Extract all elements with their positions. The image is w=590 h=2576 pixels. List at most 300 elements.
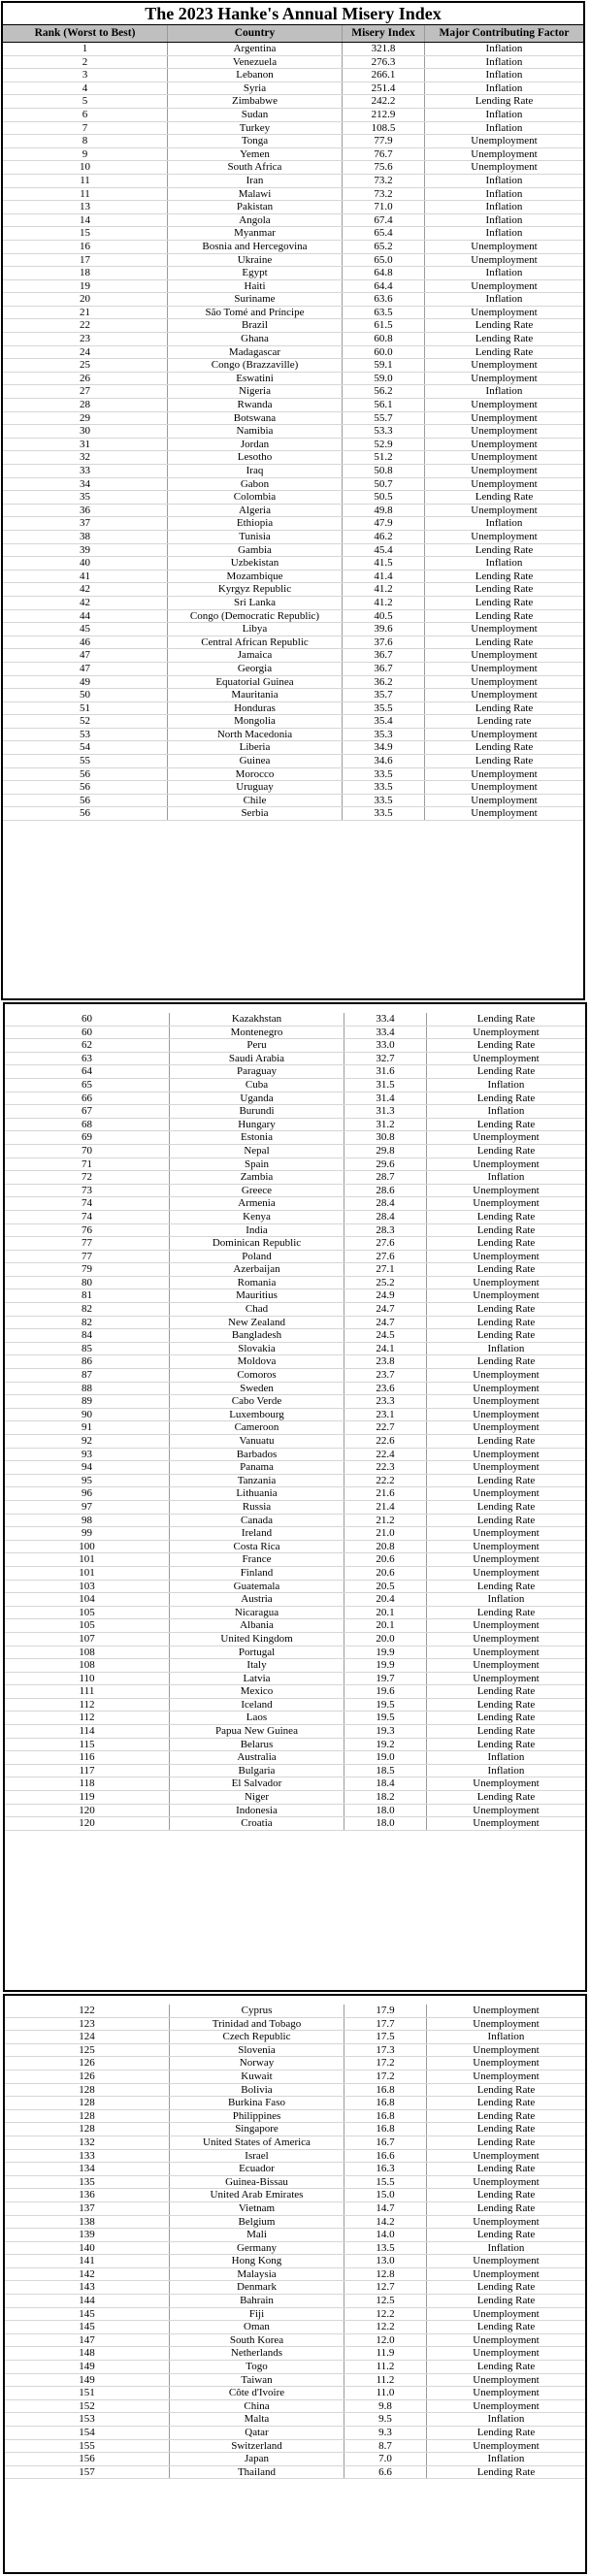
factor-cell: Lending Rate [475,583,534,596]
misery-index-cell: 19.7 [344,1673,427,1685]
country-cell: India [170,1224,344,1237]
rank-cell: 51 [3,702,168,715]
table-row [3,505,583,518]
country-cell: Tonga [168,135,343,147]
rank-cell: 96 [5,1487,170,1500]
misery-index-cell: 27.6 [344,1251,427,1263]
misery-index-cell: 20.6 [344,1553,427,1566]
country-cell: Nigeria [168,385,343,398]
factor-cell: Inflation [485,108,523,120]
misery-index-cell: 59.1 [343,359,425,372]
misery-index-cell: 9.3 [344,2427,427,2439]
factor-cell: Lending Rate [476,2281,536,2294]
rank-cell: 84 [5,1329,170,1342]
rank-cell: 120 [5,1805,170,1817]
table-title: The 2023 Hanke's Annual Misery Index [3,3,583,25]
misery-index-cell: 15.0 [344,2189,427,2201]
factor-cell: Inflation [487,2453,525,2465]
rank-cell: 74 [5,1197,170,1210]
country-cell: Lesotho [168,451,343,464]
factor-cell: Unemployment [473,2307,540,2320]
table-row [5,2071,585,2084]
factor-cell: Unemployment [473,1619,540,1632]
misery-index-cell: 65.4 [343,227,425,240]
misery-index-cell: 50.7 [343,478,425,491]
table-segment-2 [3,1002,587,1992]
factor-cell: Inflation [487,2031,525,2043]
country-cell: New Zealand [170,1317,344,1329]
table-row [3,346,583,360]
factor-cell: Unemployment [471,649,538,662]
misery-index-cell: 18.0 [344,1817,427,1830]
misery-index-cell: 20.5 [344,1581,427,1593]
country-cell: Norway [170,2057,344,2070]
rank-cell: 93 [5,1449,170,1461]
rank-cell: 101 [5,1553,170,1566]
factor-cell: Unemployment [471,306,538,318]
rank-cell: 128 [5,2110,170,2123]
country-cell: Zimbabwe [168,95,343,108]
factor-cell: Unemployment [473,2439,540,2452]
rank-cell: 114 [5,1725,170,1738]
factor-cell: Inflation [487,2413,525,2426]
misery-index-cell: 11.0 [344,2387,427,2399]
factor-cell: Unemployment [473,1395,540,1408]
misery-index-cell: 19.0 [344,1751,427,1764]
rank-cell: 82 [5,1303,170,1316]
factor-cell: Lending Rate [476,1685,536,1698]
table-row [5,2453,585,2466]
rank-cell: 53 [3,729,168,741]
table-row [3,56,583,70]
table-row [3,333,583,346]
factor-cell: Inflation [485,69,523,82]
factor-cell: Unemployment [471,451,538,464]
country-cell: Egypt [168,267,343,279]
factor-cell: Inflation [485,293,523,306]
country-cell: Comoros [170,1369,344,1382]
misery-index-cell: 11.2 [344,2361,427,2373]
misery-index-cell: 108.5 [343,122,425,135]
factor-cell: Unemployment [471,240,538,252]
rank-cell: 9 [3,148,168,161]
table-row [5,1131,585,1145]
rank-cell: 132 [5,2136,170,2149]
misery-index-cell: 37.6 [343,636,425,649]
country-cell: Poland [170,1251,344,1263]
table-row [5,2295,585,2308]
misery-index-cell: 34.9 [343,741,425,754]
misery-index-cell: 321.8 [343,43,425,55]
table-row [5,1581,585,1594]
country-cell: Colombia [168,491,343,504]
country-cell: Ireland [170,1527,344,1540]
misery-index-cell: 56.2 [343,385,425,398]
factor-cell: Unemployment [473,1487,540,1500]
misery-index-cell: 21.6 [344,1487,427,1500]
table-row [5,1158,585,1172]
table-row [5,1197,585,1211]
misery-index-cell: 13.5 [344,2242,427,2255]
factor-cell: Unemployment [473,2215,540,2228]
table-row [3,649,583,663]
rank-cell: 124 [5,2031,170,2043]
rank-cell: 144 [5,2295,170,2307]
rank-cell: 55 [3,755,168,767]
rank-cell: 108 [5,1659,170,1672]
misery-index-cell: 33.0 [344,1039,427,1052]
rank-cell: 47 [3,649,168,662]
rank-cell: 60 [5,1013,170,1026]
misery-index-cell: 47.9 [343,517,425,530]
country-cell: Bulgaria [170,1765,344,1777]
misery-index-cell: 20.6 [344,1567,427,1580]
factor-cell: Unemployment [473,2005,540,2016]
misery-index-cell: 34.6 [343,755,425,767]
table-row [5,1224,585,1238]
table-row [5,1039,585,1053]
country-cell: Serbia [168,807,343,820]
factor-cell: Lending Rate [476,2201,536,2214]
rank-cell: 97 [5,1501,170,1514]
rank-cell: 134 [5,2163,170,2175]
country-cell: Barbados [170,1449,344,1461]
misery-index-cell: 17.3 [344,2044,427,2057]
misery-index-cell: 29.6 [344,1158,427,1171]
rank-cell: 100 [5,1541,170,1553]
table-row [5,2308,585,2322]
country-cell: Uzbekistan [168,557,343,570]
table-row [5,1105,585,1119]
factor-cell: Unemployment [471,147,538,160]
country-cell: Gambia [168,544,343,557]
table-row [5,1765,585,1778]
factor-cell: Unemployment [473,1026,540,1038]
misery-index-cell: 33.5 [343,795,425,807]
rank-cell: 29 [3,412,168,425]
country-cell: France [170,1553,344,1566]
factor-cell: Unemployment [471,161,538,174]
country-cell: Morocco [168,768,343,781]
country-cell: Cyprus [170,2005,344,2017]
factor-cell: Unemployment [473,1659,540,1672]
table-row [3,399,583,412]
misery-index-cell: 35.7 [343,689,425,701]
factor-cell: Unemployment [473,1408,540,1420]
factor-cell: Lending Rate [475,609,534,622]
table-row [5,1421,585,1435]
misery-index-cell: 28.6 [344,1185,427,1197]
misery-index-cell: 16.8 [344,2110,427,2123]
country-cell: Guinea [168,755,343,767]
rank-cell: 7 [3,122,168,135]
factor-cell: Lending Rate [476,1263,536,1276]
rank-cell: 128 [5,2097,170,2109]
rank-cell: 116 [5,1751,170,1764]
factor-cell: Inflation [487,1342,525,1354]
rank-cell: 21 [3,307,168,319]
country-cell: United Arab Emirates [170,2189,344,2201]
country-cell: Equatorial Guinea [168,676,343,689]
country-cell: Suriname [168,293,343,306]
rank-cell: 152 [5,2400,170,2413]
misery-index-cell: 76.7 [343,148,425,161]
misery-index-cell: 276.3 [343,56,425,69]
country-cell: Yemen [168,148,343,161]
country-cell: Finland [170,1567,344,1580]
table-row [5,2374,585,2388]
factor-cell: Unemployment [471,279,538,292]
misery-index-cell: 27.6 [344,1237,427,1250]
rank-cell: 145 [5,2308,170,2321]
misery-index-cell: 19.6 [344,1685,427,1698]
rank-cell: 56 [3,795,168,807]
rank-cell: 92 [5,1435,170,1448]
country-cell: Russia [170,1501,344,1514]
table-row [3,597,583,610]
rank-cell: 69 [5,1131,170,1144]
factor-cell: Unemployment [473,1158,540,1170]
rank-cell: 62 [5,1039,170,1052]
misery-index-cell: 14.2 [344,2216,427,2229]
rank-cell: 77 [5,1237,170,1250]
rank-cell: 36 [3,505,168,517]
table-row [5,2123,585,2136]
country-cell: Germany [170,2242,344,2255]
table-row [5,1487,585,1501]
country-cell: Qatar [170,2427,344,2439]
country-cell: Israel [170,2150,344,2163]
country-cell: Saudi Arabia [170,1053,344,1065]
factor-cell: Unemployment [473,1421,540,1434]
table-row [5,1027,585,1040]
rank-cell: 137 [5,2202,170,2215]
table-row [5,1567,585,1581]
table-row [5,1343,585,1356]
country-cell: Uganda [170,1092,344,1105]
table-row [5,1013,585,1027]
rank-cell: 67 [5,1105,170,1118]
rank-cell: 41 [3,571,168,583]
country-cell: Italy [170,1659,344,1672]
country-cell: Vanuatu [170,1435,344,1448]
country-cell: Jamaica [168,649,343,662]
rank-cell: 90 [5,1409,170,1421]
table-row [3,385,583,399]
country-cell: Bangladesh [170,1329,344,1342]
misery-index-cell: 63.5 [343,307,425,319]
torn-edge [5,1996,585,2005]
misery-index-cell: 22.6 [344,1435,427,1448]
rank-cell: 85 [5,1343,170,1355]
rank-cell: 76 [5,1224,170,1237]
misery-index-cell: 60.8 [343,333,425,345]
factor-cell: Inflation [485,187,523,200]
rank-cell: 44 [3,610,168,623]
country-cell: Philippines [170,2110,344,2123]
misery-index-cell: 22.3 [344,1461,427,1474]
rank-cell: 105 [5,1607,170,1619]
country-cell: Mongolia [168,715,343,728]
rank-cell: 111 [5,1685,170,1698]
factor-cell: Lending Rate [475,596,534,608]
table-row [5,2110,585,2124]
country-cell: Burundi [170,1105,344,1118]
table-row [5,1725,585,1739]
table-row [3,319,583,333]
rank-cell: 94 [5,1461,170,1474]
table-row [5,2005,585,2018]
misery-index-cell: 41.5 [343,557,425,570]
misery-index-cell: 33.5 [343,781,425,794]
factor-cell: Lending Rate [475,491,534,504]
rank-cell: 87 [5,1369,170,1382]
factor-cell: Lending Rate [476,2321,536,2333]
table-row [5,2440,585,2454]
table-row [5,2176,585,2190]
table-row [5,1289,585,1303]
factor-cell: Lending Rate [476,1039,536,1052]
country-cell: Slovakia [170,1343,344,1355]
factor-cell: Inflation [485,201,523,213]
country-cell: Croatia [170,1817,344,1830]
factor-cell: Unemployment [473,1276,540,1288]
misery-index-cell: 21.2 [344,1515,427,1527]
country-cell: Nepal [170,1145,344,1158]
rank-cell: 73 [5,1185,170,1197]
country-cell: Montenegro [170,1027,344,1039]
misery-index-cell: 49.8 [343,505,425,517]
misery-index-cell: 19.5 [344,1699,427,1712]
rank-cell: 103 [5,1581,170,1593]
country-cell: Liberia [168,741,343,754]
factor-cell: Unemployment [471,135,538,147]
country-cell: Lithuania [170,1487,344,1500]
table-row [3,214,583,228]
factor-cell: Lending Rate [475,345,534,358]
table-row [5,2242,585,2256]
table-segment-3 [3,1994,587,2574]
factor-cell: Inflation [485,174,523,186]
misery-index-cell: 60.0 [343,346,425,359]
factor-cell: Lending Rate [476,1698,536,1711]
factor-cell: Unemployment [471,807,538,820]
table-row [3,69,583,82]
factor-cell: Inflation [487,1171,525,1184]
misery-index-cell: 31.6 [344,1065,427,1078]
table-row [5,1791,585,1805]
table-row [5,1817,585,1831]
misery-index-cell: 266.1 [343,69,425,82]
factor-cell: Unemployment [471,623,538,636]
misery-index-cell: 45.4 [343,544,425,557]
factor-cell: Unemployment [473,1646,540,1658]
country-cell: South Korea [170,2334,344,2347]
factor-cell: Lending Rate [475,95,534,108]
factor-cell: Unemployment [473,1369,540,1382]
country-cell: Tunisia [168,531,343,543]
factor-cell: Lending Rate [476,1514,536,1526]
misery-index-cell: 35.4 [343,715,425,728]
rank-cell: 18 [3,267,168,279]
misery-index-cell: 51.2 [343,451,425,464]
country-cell: Belgium [170,2216,344,2229]
table-row [3,610,583,624]
factor-cell: Unemployment [473,1250,540,1262]
factor-cell: Lending Rate [475,333,534,345]
country-cell: Romania [170,1277,344,1289]
factor-cell: Lending Rate [476,1791,536,1804]
country-cell: Iraq [168,465,343,477]
misery-index-cell: 46.2 [343,531,425,543]
table-row [5,1409,585,1422]
country-cell: Moldova [170,1355,344,1368]
table-row [3,425,583,439]
misery-index-cell: 11.9 [344,2347,427,2360]
factor-cell: Lending Rate [476,2109,536,2122]
factor-cell: Lending Rate [476,2427,536,2438]
rank-cell: 35 [3,491,168,504]
factor-cell: Lending Rate [476,1435,536,1447]
factor-cell: Unemployment [473,1817,540,1830]
country-cell: Iceland [170,1699,344,1712]
table-row [5,2202,585,2216]
country-cell: United States of America [170,2136,344,2149]
country-cell: Argentina [168,43,343,55]
rank-cell: 155 [5,2440,170,2453]
factor-cell: Lending Rate [475,543,534,556]
table-row [3,531,583,544]
rank-cell: 60 [5,1027,170,1039]
misery-index-cell: 17.2 [344,2071,427,2083]
table-row [5,2281,585,2295]
factor-cell: Lending Rate [476,1329,536,1342]
table-row [5,1461,585,1475]
rank-cell: 47 [3,663,168,675]
misery-index-cell: 27.1 [344,1263,427,1276]
table-row [5,1699,585,1712]
table-row [3,741,583,755]
misery-index-cell: 12.8 [344,2268,427,2281]
table-row [5,1619,585,1633]
misery-index-cell: 31.4 [344,1092,427,1105]
table-row [5,2097,585,2110]
factor-cell: Unemployment [473,2347,540,2360]
factor-cell: Inflation [485,517,523,530]
misery-index-cell: 61.5 [343,319,425,332]
factor-cell: Lending Rate [476,2189,536,2201]
country-cell: Bahrain [170,2295,344,2307]
table-row [5,2163,585,2176]
factor-cell: Lending Rate [476,2295,536,2307]
rank-cell: 25 [3,359,168,372]
country-cell: Venezuela [168,56,343,69]
misery-index-cell: 41.2 [343,583,425,596]
misery-index-cell: 53.3 [343,425,425,438]
misery-index-cell: 19.3 [344,1725,427,1738]
factor-cell: Unemployment [473,2373,540,2386]
misery-index-cell: 73.2 [343,175,425,187]
country-cell: Kuwait [170,2071,344,2083]
misery-index-cell: 63.6 [343,293,425,306]
rank-cell: 33 [3,465,168,477]
factor-cell: Unemployment [471,662,538,674]
country-cell: Niger [170,1791,344,1804]
misery-index-cell: 21.4 [344,1501,427,1514]
table-row [3,544,583,558]
rank-cell: 82 [5,1317,170,1329]
country-cell: Guatemala [170,1581,344,1593]
